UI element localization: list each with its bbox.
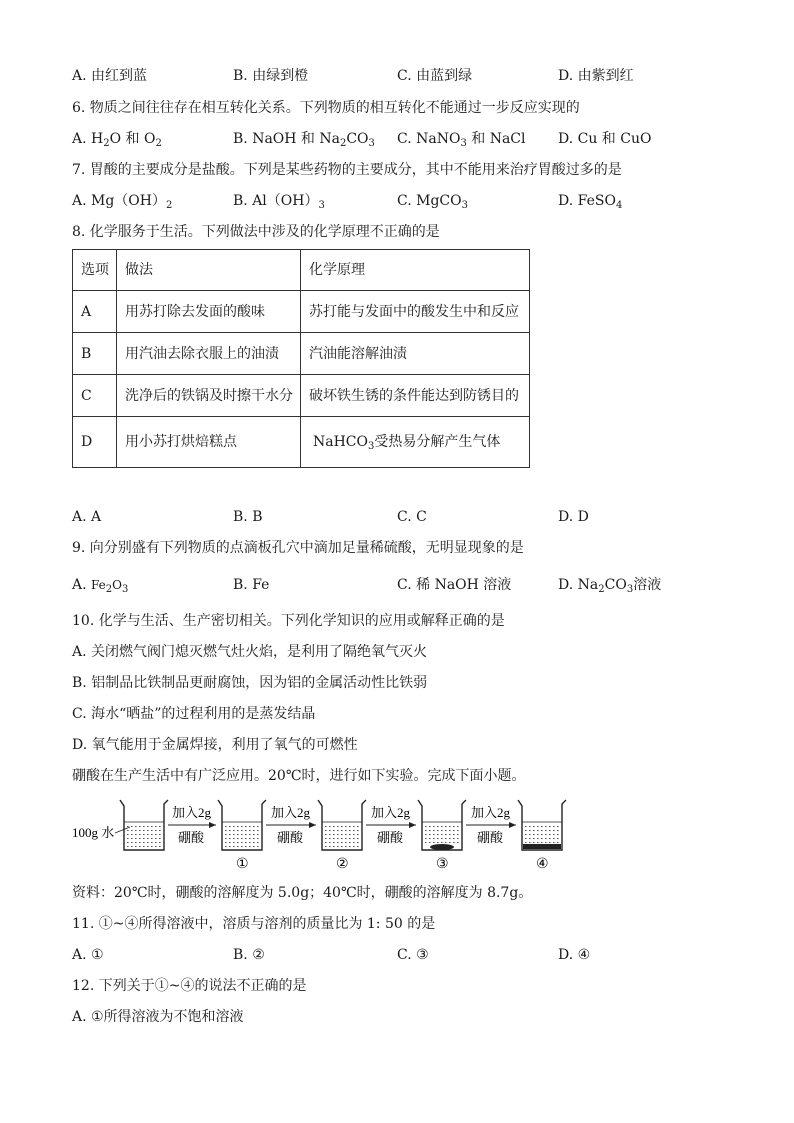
table-cell: 用汽油去除衣服上的油渍: [117, 333, 301, 375]
table-cell: 汽油能溶解油渍: [301, 333, 530, 375]
table-cell: C: [73, 375, 117, 417]
q11-option-d: D. ④: [558, 947, 591, 963]
q11-option-c: C. ③: [397, 947, 429, 963]
q9-option-a: A. $Fe_2O_3$: [72, 577, 129, 595]
q9-stem: 9. 向分别盛有下列物质的点滴板孔穴中滴加足量稀硫酸，无明显现象的是: [72, 540, 524, 556]
add-label: 加入2g: [172, 805, 212, 820]
q9-option-c: C. 稀 NaOH 溶液: [397, 577, 512, 593]
table-row: [73, 291, 530, 333]
q6-stem: 6. 物质之间往往存在相互转化关系。下列物质的相互转化不能通过一步反应实现的: [72, 100, 580, 116]
q11-stem: 11. ①~④所得溶液中，溶质与溶剂的质量比为 1: 50 的是: [72, 916, 436, 932]
table-row: [73, 375, 530, 417]
beaker-label-4: ④: [536, 856, 549, 872]
table-header-cell: 化学原理: [301, 250, 530, 291]
acid-label: 硼酸: [477, 830, 504, 845]
beaker-label-1: ①: [236, 856, 249, 872]
table-cell: D: [73, 417, 117, 468]
arrow-4: [466, 805, 516, 845]
table-cell: 洗净后的铁锅及时擦干水分: [117, 375, 301, 417]
q7-option-c: C. MgCO$_3$: [397, 193, 468, 211]
table-cell: 用小苏打烘焙糕点: [117, 417, 301, 468]
beaker-label-3: ③: [436, 856, 449, 872]
q9-option-b: B. Fe: [233, 577, 270, 593]
add-label: 加入2g: [471, 805, 511, 820]
table-cell: A: [73, 291, 117, 333]
q9-option-d: D. $Na_2CO_3$溶液: [558, 577, 662, 595]
table-cell: 苏打能与发面中的酸发生中和反应: [301, 291, 530, 333]
q12-option-a: A. ①所得溶液为不饱和溶液: [72, 1009, 244, 1025]
experiment-intro: 硼酸在生产生活中有广泛应用。20℃时，进行如下实验。完成下面小题。: [72, 768, 526, 784]
beaker-label-2: ②: [336, 856, 349, 872]
q10-option-b: B. 铝制品比铁制品更耐腐蚀，因为铝的金属活动性比铁弱: [72, 675, 428, 691]
acid-label: 硼酸: [277, 830, 304, 845]
q10-option-a: A. 关闭燃气阀门熄灭燃气灶火焰，是利用了隔绝氧气灭火: [72, 644, 428, 660]
solubility-info: 资料：20℃时，硼酸的溶解度为 5.0g；40℃时，硼酸的溶解度为 8.7g。: [72, 885, 533, 901]
arrow-3: [366, 805, 416, 845]
q8-table: [72, 249, 530, 468]
q10-stem: 10. 化学与生活、生产密切相关。下列化学知识的应用或解释正确的是: [72, 613, 505, 629]
q8-option-b: B. B: [233, 509, 263, 525]
q8-option-c: C. C: [397, 509, 427, 525]
q5-option-a: A. 由红到蓝: [72, 68, 148, 84]
q11-option-b: B. ②: [233, 947, 265, 963]
precipitate: [430, 844, 454, 850]
arrow-2: [266, 805, 316, 845]
q8-stem: 8. 化学服务于生活。下列做法中涉及的化学原理不正确的是: [72, 224, 440, 240]
q7-option-d: D. FeSO$_4$: [558, 193, 623, 211]
table-header-row: [73, 250, 530, 291]
table-header-cell: 做法: [117, 250, 301, 291]
add-label: 加入2g: [271, 805, 311, 820]
q6-option-a: A. $H_2O$ 和 $O_2$: [72, 131, 162, 149]
arrow-1: [168, 805, 216, 845]
table-cell: NaHCO$_3$受热易分解产生气体: [301, 417, 530, 468]
table-cell: B: [73, 333, 117, 375]
q7-option-a: A. $Mg(OH)_2$: [72, 193, 173, 211]
q8-option-d: D. D: [558, 509, 589, 525]
table-row: [73, 333, 530, 375]
q12-stem: 12. 下列关于①~④的说法不正确的是: [72, 978, 307, 994]
q5-option-c: C. 由蓝到绿: [397, 68, 473, 84]
q6-option-b: B. NaOH 和 $Na_2CO_3$: [233, 131, 375, 149]
water-label: 100g 水: [72, 825, 115, 840]
q7-stem: 7. 胃酸的主要成分是盐酸。下列是某些药物的主要成分，其中不能用来治疗胃酸过多的是: [72, 162, 622, 178]
q7-option-b: B. $Al(OH)_3$: [233, 193, 325, 211]
add-label: 加入2g: [371, 805, 411, 820]
q10-option-d: D. 氧气能用于金属焊接，利用了氧气的可燃性: [72, 737, 358, 753]
table-row: [73, 417, 530, 468]
precipitate: [523, 844, 561, 849]
q5-option-d: D. 由紫到红: [558, 68, 634, 84]
acid-label: 硼酸: [178, 830, 205, 845]
table-cell: 破坏铁生锈的条件能达到防锈目的: [301, 375, 530, 417]
q6-option-d: D. Cu 和 CuO: [558, 131, 652, 147]
table-cell: 用苏打除去发面的酸味: [117, 291, 301, 333]
q11-option-a: A. ①: [72, 947, 104, 963]
q8-option-a: A. A: [72, 509, 102, 525]
table-header-cell: 选项: [73, 250, 117, 291]
q5-option-b: B. 由绿到橙: [233, 68, 309, 84]
acid-label: 硼酸: [377, 830, 404, 845]
q6-option-c: C. NaNO$_3$ 和 NaCl: [397, 131, 526, 149]
q10-option-c: C. 海水“晒盐”的过程利用的是蒸发结晶: [72, 706, 316, 722]
experiment-diagram: [70, 796, 570, 876]
